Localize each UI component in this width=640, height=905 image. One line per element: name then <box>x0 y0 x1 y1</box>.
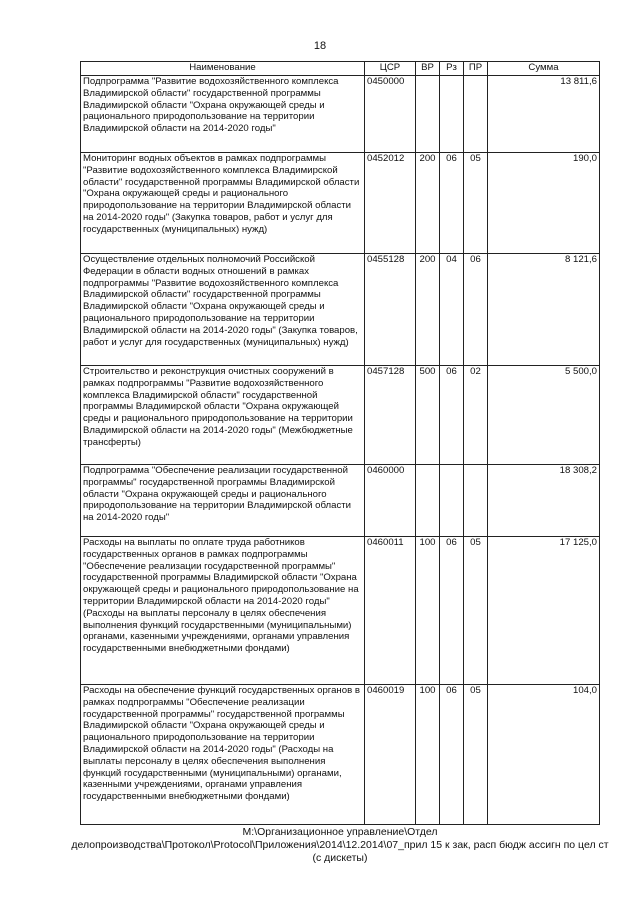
row-sum: 8 121,6 <box>488 254 600 366</box>
row-sum: 13 811,6 <box>488 76 600 153</box>
header-sum: Сумма <box>488 62 600 76</box>
row-sum: 5 500,0 <box>488 366 600 465</box>
row-csr: 0457128 <box>365 366 416 465</box>
table-row <box>81 685 600 825</box>
row-csr: 0455128 <box>365 254 416 366</box>
row-name: Подпрограмма "Развитие водохозяйственного комплекса Владимирской области" государственной программы Владимирской области "Охрана окружающей среды и рационального природопользование на территории Владимирской области на 2014-2020 годы" <box>81 76 365 153</box>
row-vr: 200 <box>416 153 440 254</box>
row-sum: 104,0 <box>488 685 600 825</box>
row-rz: 04 <box>440 254 464 366</box>
footer-file-path <box>40 826 640 865</box>
header-pr: ПР <box>464 62 488 76</box>
row-csr: 0460000 <box>365 465 416 537</box>
row-pr: 02 <box>464 366 488 465</box>
row-name: Осуществление отдельных полномочий Российской Федерации в области водных отношений в рамках подпрограммы "Развитие водохозяйственного комплекса Владимирской области" государственной программы Владимирской области "Охрана окружающей среды и рационального природопользование на территории Владимирской области на 2014-2020 годы" (Закупка товаров, работ и услуг для государственных (муниципальных) нужд) <box>81 254 365 366</box>
row-csr: 0460011 <box>365 537 416 685</box>
row-csr: 0452012 <box>365 153 416 254</box>
row-pr: 05 <box>464 537 488 685</box>
header-rz: Рз <box>440 62 464 76</box>
row-pr: 05 <box>464 685 488 825</box>
row-pr: 06 <box>464 254 488 366</box>
header-name: Наименование <box>81 62 365 76</box>
row-rz <box>440 76 464 153</box>
row-vr: 500 <box>416 366 440 465</box>
row-name: Подпрограмма "Обеспечение реализации государственной программы" государственной программы Владимирской области "Охрана окружающей среды и рационального природопользование на территории Владимирской области на 2014-2020 годы" <box>81 465 365 537</box>
header-csr: ЦСР <box>365 62 416 76</box>
row-sum: 190,0 <box>488 153 600 254</box>
row-vr: 200 <box>416 254 440 366</box>
row-vr: 100 <box>416 685 440 825</box>
table-row <box>81 76 600 153</box>
row-name: Расходы на обеспечение функций государственных органов в рамках подпрограммы "Обеспечение реализации государственной программы" государственной программы Владимирской области "Охрана окружающей среды и рационального природопользование на территории Владимирской области на 2014-2020 годы" (Расходы на выплаты персоналу в целях обеспечения выполнения функций государственными (муниципальными) органами, казенными учреждениями, органами управления государственными внебюджетными фондами) <box>81 685 365 825</box>
footer-line-1: М:\Организационное управление\Отдел <box>242 826 438 838</box>
table-row <box>81 366 600 465</box>
row-rz: 06 <box>440 153 464 254</box>
row-vr <box>416 465 440 537</box>
row-pr <box>464 465 488 537</box>
row-sum: 17 125,0 <box>488 537 600 685</box>
table-row <box>81 153 600 254</box>
row-csr: 0460019 <box>365 685 416 825</box>
budget-table <box>80 61 600 825</box>
row-name: Расходы на выплаты по оплате труда работников государственных органов в рамках подпрограммы "Обеспечение реализации государственной программы" государственной программы Владимирской области "Охрана окружающей среды и рационального природопользование на территории Владимирской области на 2014-2020 годы" (Расходы на выплаты персоналу в целях обеспечения выполнения функций государственными (муниципальными) органами, казенными учреждениями, органами управления государственными внебюджетными фондами) <box>81 537 365 685</box>
row-rz: 06 <box>440 366 464 465</box>
row-rz: 06 <box>440 685 464 825</box>
row-sum: 18 308,2 <box>488 465 600 537</box>
row-csr: 0450000 <box>365 76 416 153</box>
footer-line-2: делопроизводства\Протокол\Protocol\Приложения\2014\12.2014\07_прил 15 к зак, расп бюдж ассигн по цел ст <box>71 839 609 851</box>
row-vr: 100 <box>416 537 440 685</box>
table-row <box>81 465 600 537</box>
table-header-row <box>81 62 600 76</box>
row-name: Строительство и реконструкция очистных сооружений в рамках подпрограммы "Развитие водохозяйственного комплекса Владимирской области" государственной программы Владимирской области "Охрана окружающей среды и рационального природопользование на территории Владимирской области на 2014-2020 годы" (Межбюджетные трансферты) <box>81 366 365 465</box>
row-name: Мониторинг водных объектов в рамках подпрограммы "Развитие водохозяйственного комплекса Владимирской области" государственной программы Владимирской области "Охрана окружающей среды и рационального природопользование на территории Владимирской области на 2014-2020 годы" (Закупка товаров, работ и услуг для государственных (муниципальных) нужд) <box>81 153 365 254</box>
row-pr <box>464 76 488 153</box>
table-row <box>81 254 600 366</box>
row-rz: 06 <box>440 537 464 685</box>
row-pr: 05 <box>464 153 488 254</box>
page-number: 18 <box>313 40 327 52</box>
footer-line-3: (с дискеты) <box>312 852 368 864</box>
row-rz <box>440 465 464 537</box>
table-row <box>81 537 600 685</box>
header-vr: ВР <box>416 62 440 76</box>
row-vr <box>416 76 440 153</box>
